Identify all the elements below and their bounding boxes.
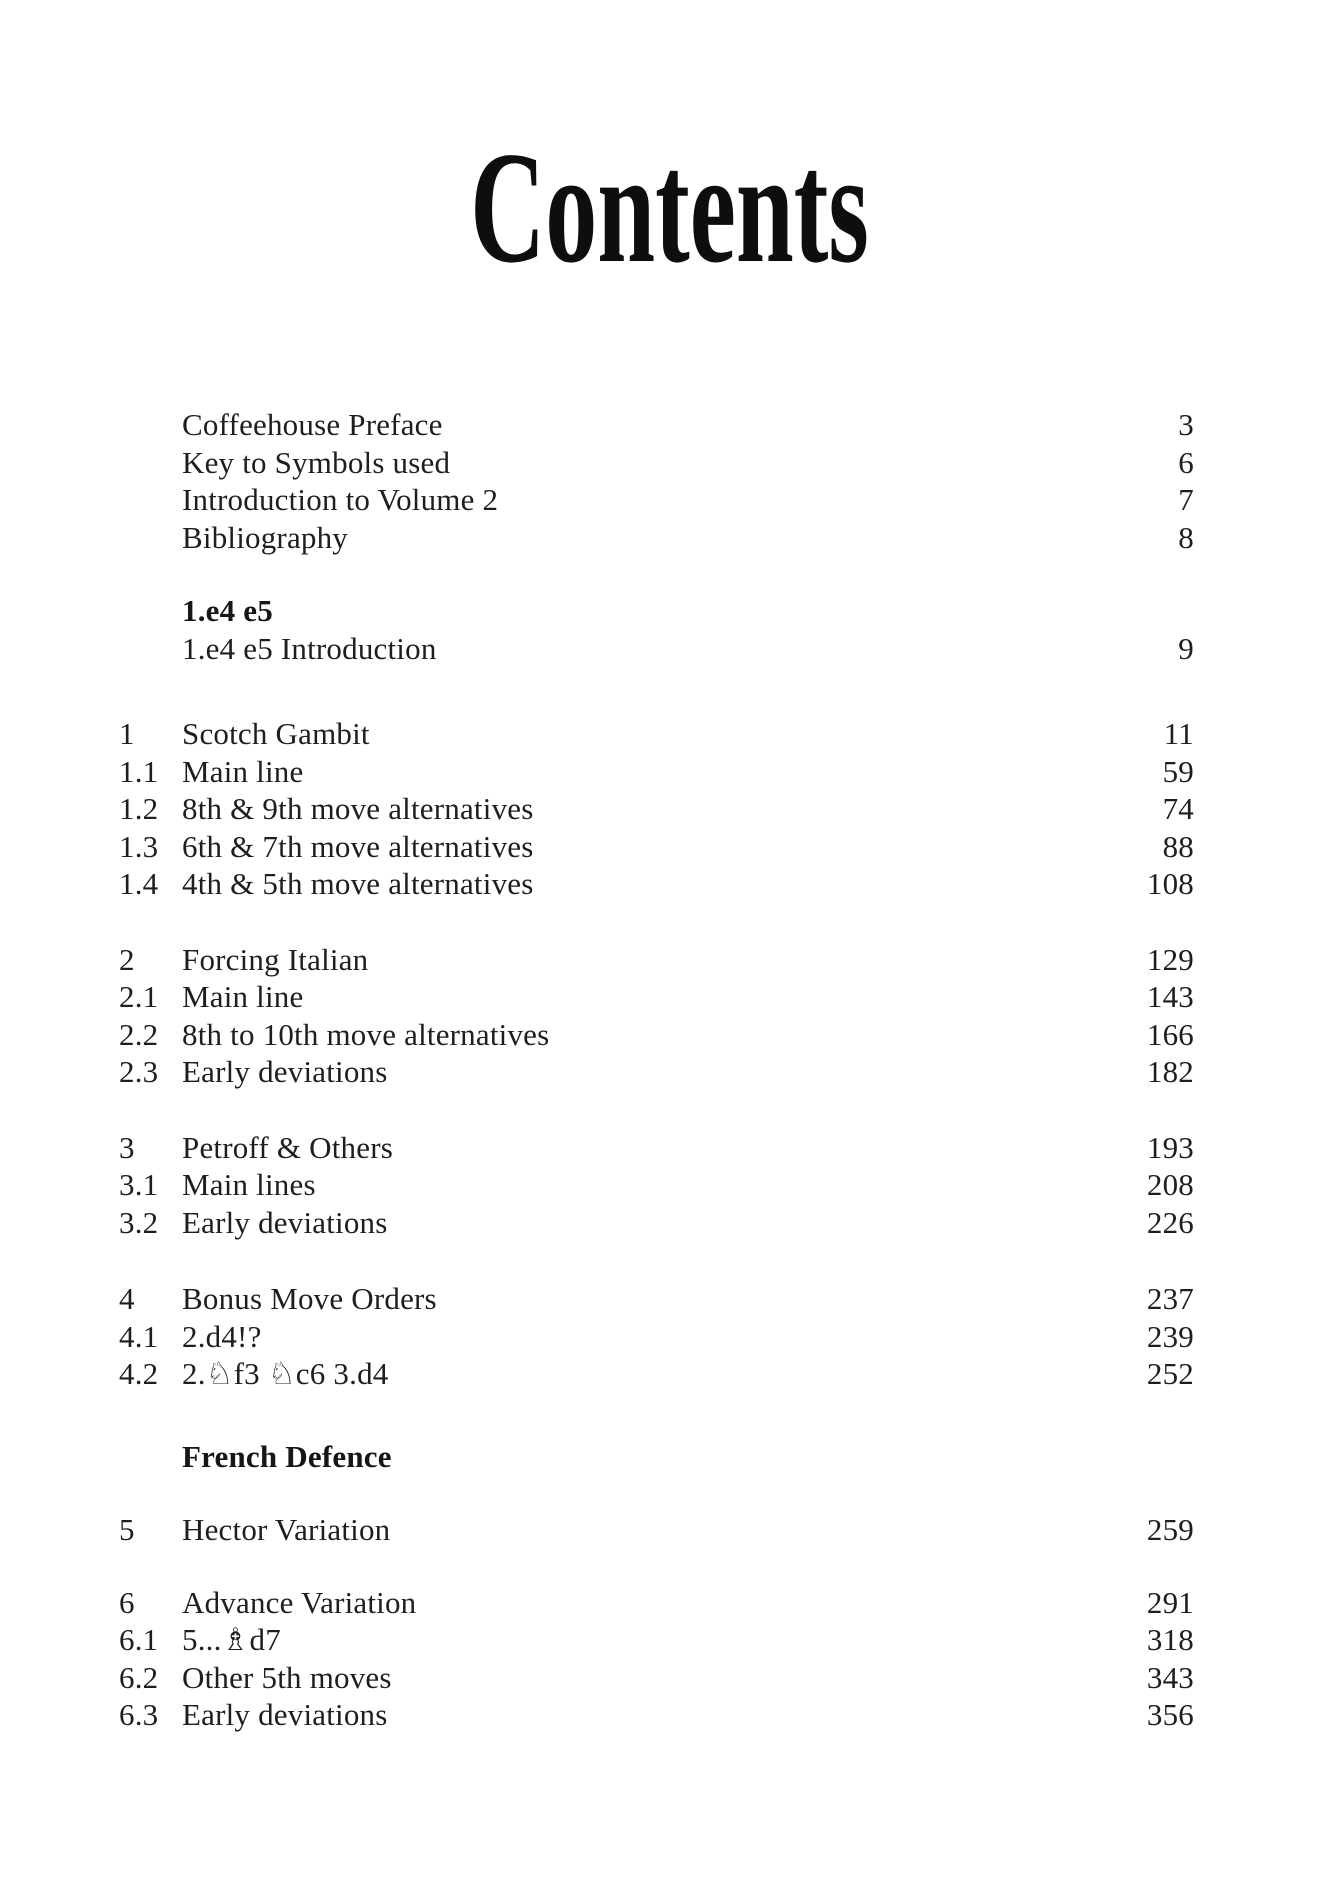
- chapter-number: 1.1: [119, 753, 159, 789]
- toc-row: [119, 790, 1194, 828]
- entry-title: 8th to 10th move alternatives: [182, 1016, 550, 1052]
- entry-title: 5...♗d7: [182, 1622, 281, 1657]
- page-title: Contents: [470, 118, 869, 296]
- chapter-number: 1.2: [119, 791, 159, 826]
- toc-section-part-1e4-e5: [119, 592, 1194, 667]
- toc-row: [119, 592, 1194, 630]
- entry-page-number: 182: [1146, 1054, 1194, 1089]
- toc-list: [0, 406, 1339, 1734]
- chapter-number: 1.3: [119, 828, 159, 864]
- entry-title: Main line: [182, 979, 304, 1014]
- toc-row: [119, 753, 1194, 791]
- entry-title: Bonus Move Orders: [182, 1281, 437, 1316]
- chapter-number: 1: [119, 716, 135, 751]
- entry-title: French Defence: [182, 1438, 392, 1474]
- toc-row: [119, 444, 1194, 482]
- chapter-number: 3.1: [119, 1167, 159, 1202]
- entry-title: Main lines: [182, 1167, 316, 1202]
- toc-row: [119, 1696, 1194, 1734]
- chapter-number: 2.2: [119, 1016, 159, 1052]
- entry-page-number: 193: [1146, 1129, 1194, 1165]
- toc-section-chapter-4: [119, 1280, 1194, 1393]
- entry-page-number: 3: [1178, 407, 1194, 442]
- entry-title: Key to Symbols used: [182, 444, 451, 480]
- entry-page-number: 259: [1146, 1512, 1194, 1547]
- entry-title: 2.d4!?: [182, 1318, 262, 1354]
- chapter-number: 4.1: [119, 1318, 159, 1354]
- entry-page-number: 356: [1146, 1697, 1194, 1732]
- entry-title: 8th & 9th move alternatives: [182, 791, 534, 826]
- entry-title: Scotch Gambit: [182, 716, 370, 751]
- entry-page-number: 11: [1163, 716, 1194, 751]
- entry-page-number: 6: [1178, 444, 1194, 480]
- toc-row: [119, 406, 1194, 444]
- toc-row: [119, 941, 1194, 979]
- entry-title: 1.e4 e5: [182, 593, 273, 628]
- entry-page-number: 343: [1146, 1659, 1194, 1695]
- entry-page-number: 239: [1146, 1318, 1194, 1354]
- chapter-number: 6.3: [119, 1697, 159, 1732]
- entry-title: 2.♘f3 ♘c6 3.d4: [182, 1356, 389, 1391]
- entry-title: Early deviations: [182, 1204, 388, 1240]
- toc-row: [119, 1280, 1194, 1318]
- toc-row: [119, 1511, 1194, 1549]
- entry-title: Early deviations: [182, 1697, 388, 1732]
- toc-section-chapter-6: [119, 1584, 1194, 1734]
- toc-row: [119, 630, 1194, 668]
- entry-title: Coffeehouse Preface: [182, 407, 443, 442]
- entry-page-number: 252: [1146, 1356, 1194, 1391]
- toc-row: [119, 715, 1194, 753]
- toc-row: [119, 1318, 1194, 1356]
- entry-page-number: 237: [1146, 1281, 1194, 1316]
- chapter-number: 1.4: [119, 866, 159, 901]
- toc-row: [119, 1438, 1194, 1476]
- toc-row: [119, 1621, 1194, 1659]
- entry-title: 1.e4 e5 Introduction: [182, 630, 437, 666]
- chapter-number: 6.2: [119, 1659, 159, 1695]
- entry-title: 6th & 7th move alternatives: [182, 828, 534, 864]
- toc-row: [119, 865, 1194, 903]
- toc-row: [119, 519, 1194, 557]
- toc-section-part-french-defence: [119, 1438, 1194, 1476]
- toc-row: [119, 1355, 1194, 1393]
- toc-section-front-matter: [119, 406, 1194, 556]
- chapter-number: 2.1: [119, 979, 159, 1014]
- toc-row: [119, 978, 1194, 1016]
- chapter-number: 2.3: [119, 1054, 159, 1089]
- entry-title: 4th & 5th move alternatives: [182, 866, 534, 901]
- chapter-number: 6.1: [119, 1622, 159, 1657]
- toc-section-chapter-5: [119, 1511, 1194, 1549]
- entry-page-number: 74: [1162, 791, 1194, 826]
- entry-page-number: 108: [1146, 866, 1194, 901]
- chapter-number: 3.2: [119, 1204, 159, 1240]
- chapter-number: 4.2: [119, 1356, 159, 1391]
- toc-section-chapter-1: [119, 715, 1194, 903]
- chapter-number: 5: [119, 1512, 135, 1547]
- toc-row: [119, 1584, 1194, 1622]
- entry-page-number: 129: [1146, 941, 1194, 977]
- chapter-number: 3: [119, 1129, 135, 1165]
- entry-title: Forcing Italian: [182, 941, 369, 977]
- toc-row: [119, 1659, 1194, 1697]
- entry-page-number: 318: [1146, 1622, 1194, 1657]
- toc-row: [119, 1016, 1194, 1054]
- toc-row: [119, 828, 1194, 866]
- entry-page-number: 226: [1146, 1204, 1194, 1240]
- entry-title: Main line: [182, 753, 304, 789]
- toc-row: [119, 1129, 1194, 1167]
- toc-row: [119, 1204, 1194, 1242]
- entry-page-number: 291: [1146, 1584, 1194, 1620]
- entry-title: Other 5th moves: [182, 1659, 392, 1695]
- toc-row: [119, 1166, 1194, 1204]
- entry-title: Bibliography: [182, 519, 348, 555]
- chapter-number: 2: [119, 941, 135, 977]
- toc-section-chapter-3: [119, 1129, 1194, 1242]
- entry-page-number: 8: [1178, 519, 1194, 555]
- entry-page-number: 7: [1178, 482, 1194, 517]
- toc-row: [119, 481, 1194, 519]
- chapter-number: 4: [119, 1281, 135, 1316]
- entry-page-number: 9: [1178, 630, 1194, 666]
- entry-title: Hector Variation: [182, 1512, 391, 1547]
- entry-page-number: 88: [1162, 828, 1194, 864]
- entry-page-number: 166: [1146, 1016, 1194, 1052]
- chapter-number: 6: [119, 1584, 135, 1620]
- entry-title: Advance Variation: [182, 1584, 417, 1620]
- entry-page-number: 143: [1146, 979, 1194, 1014]
- entry-title: Petroff & Others: [182, 1129, 393, 1165]
- toc-row: [119, 1053, 1194, 1091]
- toc-section-chapter-2: [119, 941, 1194, 1091]
- entry-page-number: 208: [1146, 1167, 1194, 1202]
- entry-title: Introduction to Volume 2: [182, 482, 499, 517]
- entry-page-number: 59: [1162, 753, 1194, 789]
- entry-title: Early deviations: [182, 1054, 388, 1089]
